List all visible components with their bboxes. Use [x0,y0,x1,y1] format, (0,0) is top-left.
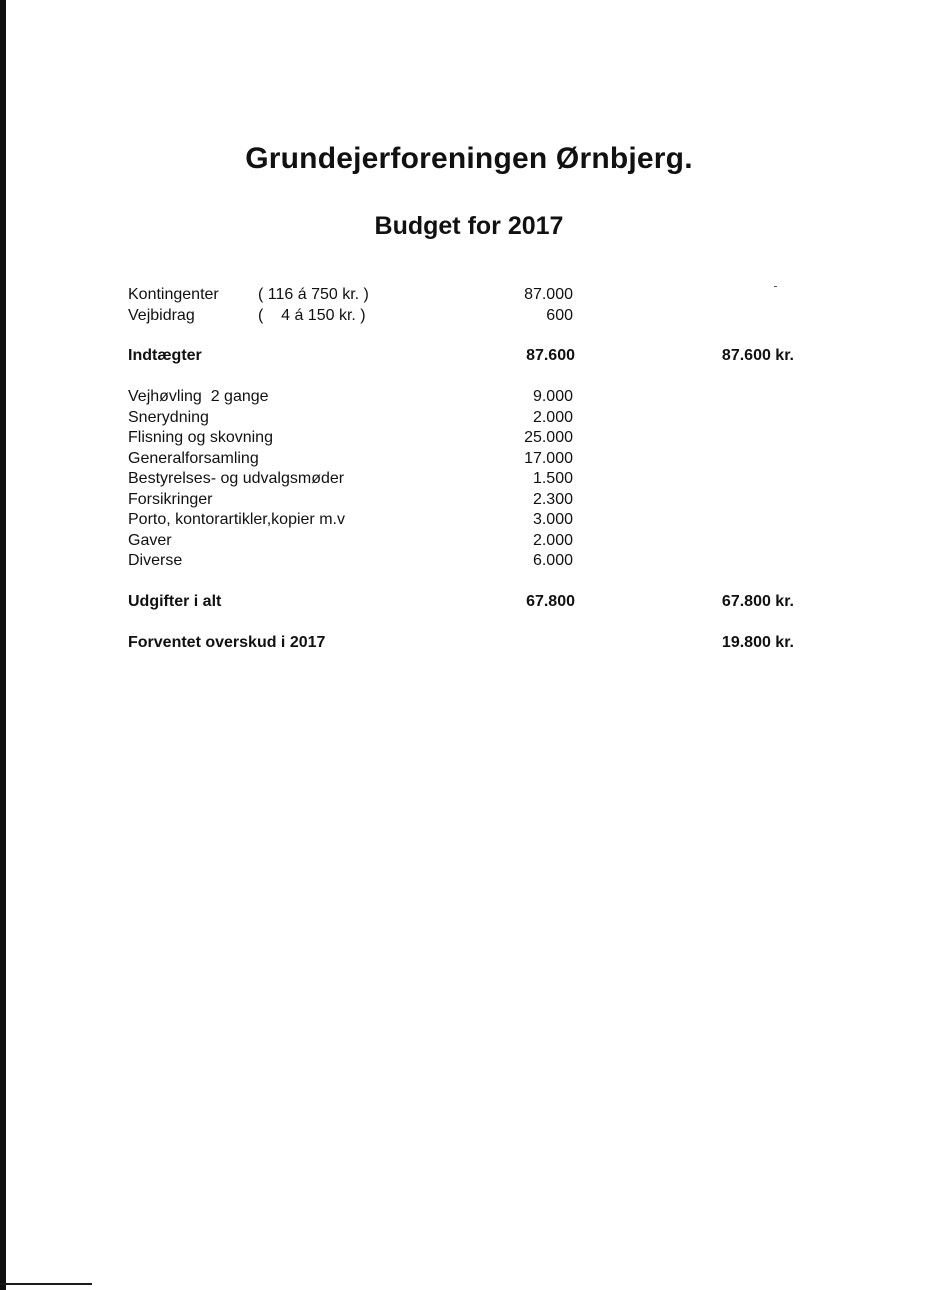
income-note: ( 4 á 150 kr. ) [258,307,366,324]
expense-amount: 2.300 [532,491,573,508]
budget-title: Budget for 2017 [374,212,564,240]
income-total: 87.600 kr. [721,347,794,364]
expense-amount: 2.000 [532,409,573,426]
expense-subtotal-row [0,591,938,612]
expense-label: Vejhøvling 2 gange [128,388,269,405]
expense-row [0,386,938,407]
expense-label: Bestyrelses- og udvalgsmøder [128,470,345,487]
income-amount: 600 [546,307,573,324]
expense-label: Diverse [128,552,183,569]
expense-amount: 6.000 [532,552,573,569]
scan-bottom-mark [0,1283,92,1285]
income-subtotal-label: Indtægter [128,347,202,364]
organization-title: Grundejerforeningen Ørnbjerg. [245,142,693,175]
expense-subtotal-amount: 67.800 [526,593,575,610]
income-subtotal-amount: 87.600 [526,347,575,364]
expense-amount: 25.000 [524,429,573,446]
income-label: Vejbidrag [128,307,195,324]
expense-row [0,407,938,428]
expense-total: 67.800 kr. [721,593,794,610]
expense-row [0,427,938,448]
expense-row [0,509,938,530]
expense-row [0,489,938,510]
income-note: ( 116 á 750 kr. ) [258,286,369,303]
expense-label: Flisning og skovning [128,429,273,446]
expense-row [0,530,938,551]
expense-label: Forsikringer [128,491,213,508]
expense-label: Porto, kontorartikler,kopier m.v [128,511,345,528]
expense-amount: 17.000 [524,450,573,467]
expense-subtotal-label: Udgifter i alt [128,593,222,610]
expense-amount: 2.000 [532,532,573,549]
expense-row [0,550,938,571]
expense-label: Gaver [128,532,172,549]
income-row [0,284,938,305]
surplus-label: Forventet overskud i 2017 [128,634,326,651]
surplus-row [0,632,938,653]
expense-amount: 3.000 [532,511,573,528]
expense-row [0,468,938,489]
expense-amount: 1.500 [532,470,573,487]
income-row [0,305,938,326]
expense-label: Generalforsamling [128,450,259,467]
expense-label: Snerydning [128,409,209,426]
expense-row [0,448,938,469]
income-amount: 87.000 [524,286,573,303]
surplus-total: 19.800 kr. [721,634,794,651]
expense-amount: 9.000 [532,388,573,405]
income-label: Kontingenter [128,286,219,303]
income-subtotal-row [0,345,938,366]
